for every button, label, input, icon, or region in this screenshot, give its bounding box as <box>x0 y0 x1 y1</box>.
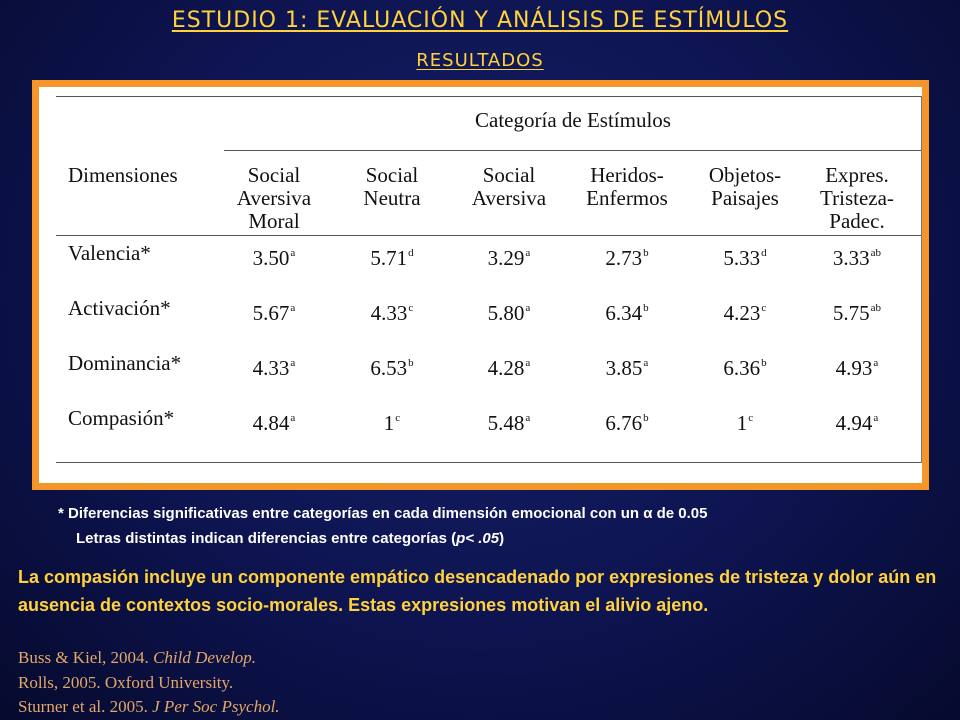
conclusion-paragraph: La compasión incluye un componente empático desencadenado por expresiones de tristeza y dolor aún en ausencia de contextos socio-morales. Estas expresiones motivan el alivio ajeno. <box>18 567 937 615</box>
cell-superscript: c <box>748 412 754 424</box>
table-cell <box>792 297 922 325</box>
reference-1-journal: Child Develop. <box>153 648 256 667</box>
column-header-line: Paisajes <box>711 186 779 210</box>
column-header-line: Social <box>247 163 301 187</box>
cell-superscript: a <box>873 412 879 424</box>
table-cell <box>792 352 922 380</box>
column-header <box>680 164 810 210</box>
cell-value: 6.36 <box>723 356 761 380</box>
table-cell <box>562 352 692 380</box>
cell-value: 4.28 <box>487 356 525 380</box>
cell-superscript: b <box>761 357 767 369</box>
column-header-line: Tristeza- <box>820 186 894 210</box>
cell-superscript: d <box>761 247 767 259</box>
cell-superscript: a <box>290 247 296 259</box>
letters-note-p-value: p< .05 <box>456 530 500 547</box>
cell-superscript: b <box>643 412 649 424</box>
cell-value: 4.23 <box>723 301 761 325</box>
reference-3 <box>18 697 280 717</box>
table-cell <box>209 407 339 435</box>
cell-superscript: a <box>525 357 531 369</box>
cell-value: 1 <box>736 411 748 435</box>
cell-superscript: b <box>643 247 649 259</box>
table-cell <box>209 297 339 325</box>
row-header: Dimensiones <box>68 163 178 187</box>
column-header-line: Neutra <box>363 186 421 210</box>
table-cell <box>444 297 574 325</box>
cell-value: 4.84 <box>252 411 290 435</box>
table-group-rule <box>224 150 922 151</box>
cell-value: 4.33 <box>370 301 408 325</box>
table-cell <box>680 352 810 380</box>
row-label: Activación* <box>68 296 171 320</box>
cell-value: 5.48 <box>487 411 525 435</box>
cell-value: 3.33 <box>832 246 870 270</box>
cell-superscript: c <box>408 302 414 314</box>
cell-value: 5.67 <box>252 301 290 325</box>
cell-superscript: a <box>290 412 296 424</box>
cell-value: 5.33 <box>723 246 761 270</box>
cell-value: 5.80 <box>487 301 525 325</box>
table-cell <box>680 242 810 270</box>
slide-subtitle: RESULTADOS <box>416 50 544 71</box>
column-header-line: Expres. <box>825 163 889 187</box>
cell-value: 6.53 <box>370 356 408 380</box>
table-cell <box>562 407 692 435</box>
slide-title: ESTUDIO 1: EVALUACIÓN Y ANÁLISIS DE ESTÍMULOS <box>171 8 789 33</box>
row-label: Compasión* <box>68 406 175 430</box>
cell-superscript: c <box>395 412 401 424</box>
cell-value: 1 <box>383 411 395 435</box>
table-cell <box>562 297 692 325</box>
table-cell <box>562 242 692 270</box>
results-table-frame <box>32 80 929 490</box>
reference-3-text: Sturner et al. 2005. <box>18 697 153 716</box>
cell-superscript: a <box>290 357 296 369</box>
column-header <box>562 164 692 210</box>
cell-superscript: d <box>408 247 414 259</box>
table-cell <box>792 407 922 435</box>
column-header <box>444 164 574 210</box>
column-header-line: Aversiva <box>236 186 312 210</box>
column-header <box>327 164 457 210</box>
column-header-line: Objetos- <box>708 163 782 187</box>
reference-2-text: Rolls, 2005. Oxford University. <box>18 673 234 692</box>
cell-superscript: a <box>643 357 649 369</box>
cell-superscript: c <box>761 302 767 314</box>
cell-superscript: a <box>873 357 879 369</box>
table-cell <box>327 352 457 380</box>
column-header <box>209 164 339 233</box>
table-cell <box>792 242 922 270</box>
column-header-line: Social <box>365 163 419 187</box>
cell-superscript: a <box>525 247 531 259</box>
cell-superscript: a <box>290 302 296 314</box>
letters-note-prefix: Letras distintas indican diferencias entre categorías ( <box>76 530 457 547</box>
column-header <box>792 164 922 233</box>
cell-superscript: a <box>525 412 531 424</box>
column-header-line: Social <box>482 163 536 187</box>
column-header-line: Enfermos <box>586 186 668 210</box>
row-label: Dominancia* <box>68 351 182 375</box>
cell-value: 5.75 <box>832 301 870 325</box>
column-header-line: Padec. <box>829 209 885 233</box>
cell-value: 6.76 <box>605 411 643 435</box>
table-cell <box>209 242 339 270</box>
reference-1 <box>18 648 256 668</box>
significance-note: * Diferencias significativas entre categorías en cada dimensión emocional con un α de 0.05 <box>58 505 708 522</box>
cell-value: 4.93 <box>835 356 873 380</box>
table-header-rule <box>56 235 922 236</box>
cell-value: 4.94 <box>835 411 873 435</box>
cell-value: 3.85 <box>605 356 643 380</box>
table-cell <box>327 297 457 325</box>
reference-2 <box>18 673 233 693</box>
column-header-line: Aversiva <box>471 186 547 210</box>
cell-value: 6.34 <box>605 301 643 325</box>
reference-3-journal: J Per Soc Psychol. <box>152 697 280 716</box>
table-top-rule <box>56 96 922 97</box>
table-cell <box>209 352 339 380</box>
table-cell <box>444 242 574 270</box>
cell-superscript: b <box>643 302 649 314</box>
table-cell <box>680 407 810 435</box>
cell-value: 4.33 <box>252 356 290 380</box>
cell-value: 5.71 <box>370 246 408 270</box>
cell-superscript: ab <box>870 247 882 259</box>
reference-1-text: Buss & Kiel, 2004. <box>18 648 154 667</box>
row-label: Valencia* <box>68 241 151 265</box>
column-header-line: Moral <box>248 209 300 233</box>
cell-superscript: a <box>525 302 531 314</box>
cell-value: 3.50 <box>252 246 290 270</box>
table-cell <box>327 242 457 270</box>
table-cell <box>680 297 810 325</box>
letters-note-suffix: ) <box>499 530 505 547</box>
table-cell <box>444 352 574 380</box>
table-cell <box>444 407 574 435</box>
cell-superscript: ab <box>870 302 882 314</box>
table-cell <box>327 407 457 435</box>
group-header: Categoría de Estímulos <box>475 108 671 132</box>
letters-note <box>76 530 504 547</box>
cell-value: 2.73 <box>605 246 643 270</box>
cell-value: 3.29 <box>487 246 525 270</box>
column-header-line: Heridos- <box>590 163 664 187</box>
table-bottom-rule <box>56 462 922 463</box>
cell-superscript: b <box>408 357 414 369</box>
